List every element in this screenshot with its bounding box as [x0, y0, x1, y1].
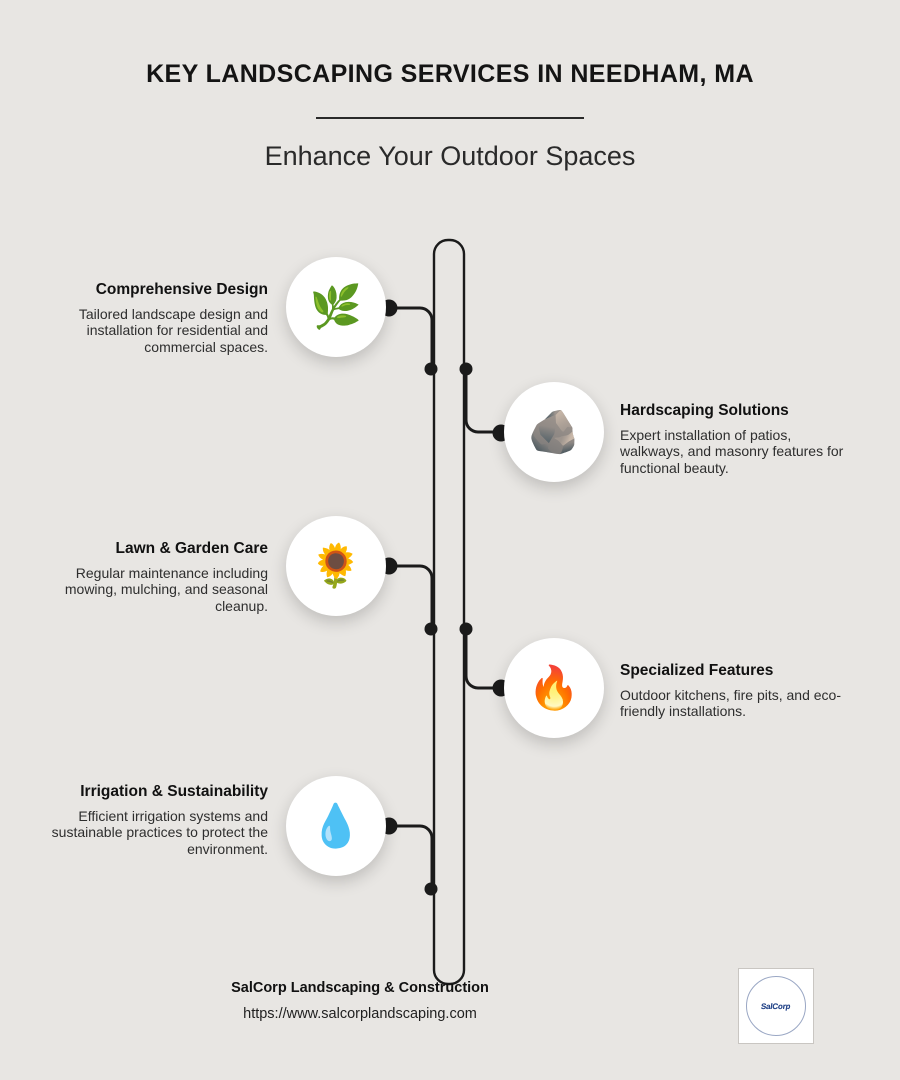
company-name: SalCorp Landscaping & Construction [231, 980, 489, 996]
text-block-irrigation-sustainability [42, 783, 268, 857]
page-title: KEY LANDSCAPING SERVICES IN NEEDHAM, MA [146, 60, 754, 88]
node-irrigation-sustainability[interactable] [286, 776, 386, 876]
sunflower-icon: 🌻 [309, 542, 363, 589]
logo-circle [746, 976, 806, 1036]
node-specialized-features[interactable] [504, 638, 604, 738]
node-hardscaping-solutions[interactable] [504, 382, 604, 482]
item-desc-comprehensive-design: Tailored landscape design and installation for residential and commercial spaces. [78, 305, 268, 355]
item-title-lawn-garden-care: Lawn & Garden Care [115, 540, 268, 557]
item-title-hardscaping-solutions: Hardscaping Solutions [620, 402, 789, 419]
water-drop-icon: 💧 [309, 802, 363, 849]
fire-icon: 🔥 [527, 664, 581, 711]
text-block-hardscaping-solutions [620, 402, 846, 476]
text-block-specialized-features [620, 662, 846, 720]
company-url[interactable]: https://www.salcorplandscaping.com [243, 1006, 477, 1022]
item-title-comprehensive-design: Comprehensive Design [95, 281, 268, 298]
node-lawn-garden-care[interactable] [286, 516, 386, 616]
footer-text [0, 980, 720, 1022]
text-block-lawn-garden-care [42, 540, 268, 614]
title-divider [316, 117, 584, 119]
item-desc-irrigation-sustainability: Efficient irrigation systems and sustainable practices to protect the environment. [51, 807, 268, 857]
herb-leaf-icon: 🌿 [309, 283, 363, 330]
item-desc-hardscaping-solutions: Expert installation of patios, walkways, and masonry features for functional beauty. [620, 426, 844, 476]
rock-icon: 🪨 [527, 408, 581, 455]
page-subtitle: Enhance Your Outdoor Spaces [264, 141, 636, 171]
logo-wordmark: SalCorp [760, 1001, 792, 1011]
header [0, 60, 900, 172]
item-desc-specialized-features: Outdoor kitchens, fire pits, and eco-friendly installations. [620, 686, 841, 720]
item-title-specialized-features: Specialized Features [620, 662, 774, 679]
text-block-comprehensive-design [42, 281, 268, 355]
item-desc-lawn-garden-care: Regular maintenance including mowing, mulching, and seasonal cleanup. [64, 564, 268, 614]
item-title-irrigation-sustainability: Irrigation & Sustainability [80, 783, 268, 800]
company-logo [738, 968, 814, 1044]
node-comprehensive-design[interactable] [286, 257, 386, 357]
